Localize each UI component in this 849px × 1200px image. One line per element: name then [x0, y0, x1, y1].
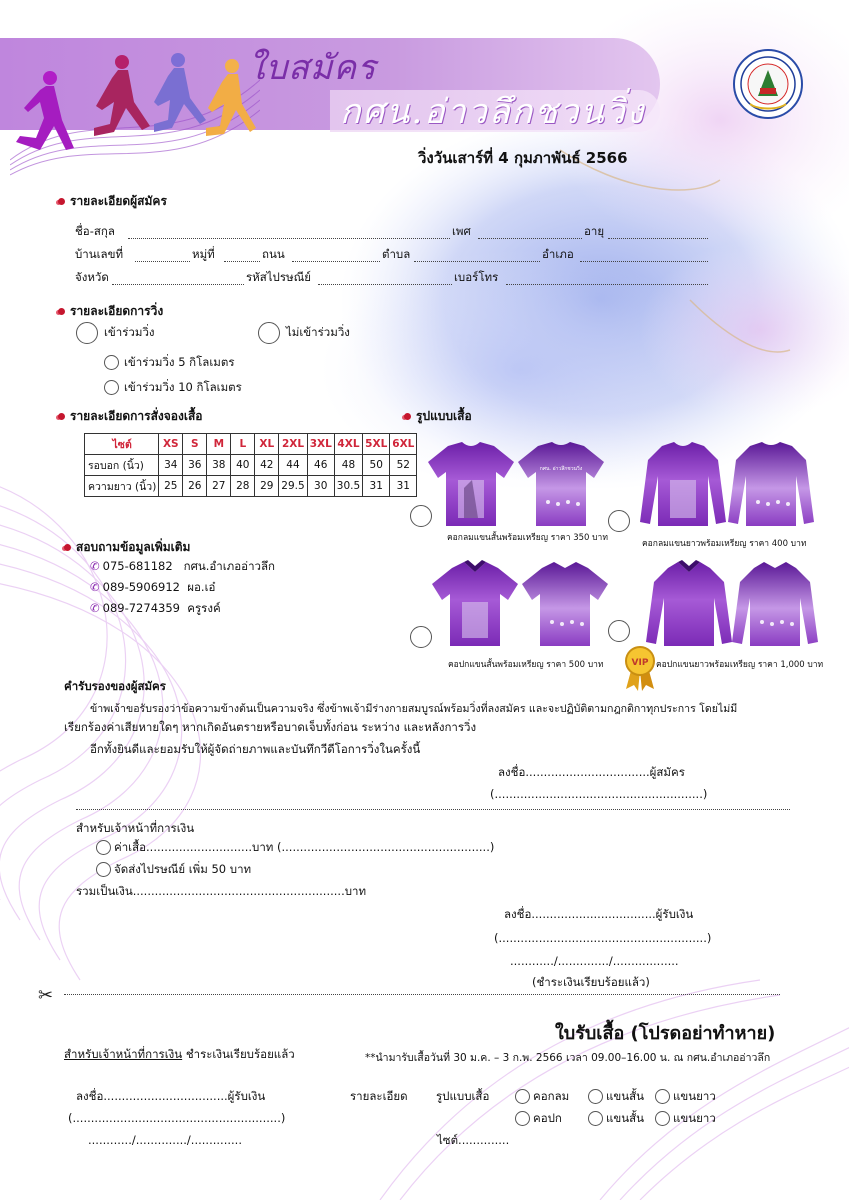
shirt-collar-long-back	[730, 560, 820, 648]
age-field[interactable]	[608, 238, 708, 239]
declaration-line-2: เรียกร้องค่าเสียหายใดๆ หากเกิดอันตรายหรือบาดเจ็บทั้งก่อน ระหว่าง และหลังการวิ่ง	[64, 720, 477, 734]
size-cell: 40	[231, 455, 255, 476]
row-label: ความยาว (นิ้ว)	[85, 476, 159, 497]
receipt-short-sleeve-radio-1[interactable]	[588, 1089, 603, 1104]
office-seal-logo	[732, 48, 804, 120]
applicant-signature[interactable]: ลงชื่อ..................................ผู้สมัคร	[498, 765, 685, 779]
size-header-row	[85, 434, 417, 455]
size-cell: 50	[363, 455, 390, 476]
row-label: รอบอก (นิ้ว)	[85, 455, 159, 476]
bullet-icon	[58, 308, 65, 315]
not-join-run-radio[interactable]	[258, 322, 280, 344]
gender-field[interactable]	[478, 238, 582, 239]
house-no-label: บ้านเลขที่	[75, 247, 124, 261]
run-5km-radio[interactable]	[104, 355, 119, 370]
applicant-signature-name[interactable]: (.........................................................)	[490, 787, 708, 801]
province-field[interactable]	[112, 284, 244, 285]
run-5km-label: เข้าร่วมวิ่ง 5 กิโลเมตร	[124, 355, 235, 369]
shirt-round-short-front	[426, 440, 516, 528]
vip-text: VIP	[631, 658, 649, 668]
size-header-label: ไซต์	[85, 434, 159, 455]
shirt-style-1-label: คอกลมแขนสั้นพร้อมเหรียญ ราคา 350 บาท	[447, 533, 608, 543]
size-cell: 34	[159, 455, 183, 476]
size-heading: รายละเอียดการสั่งจองเสื้อ	[58, 407, 203, 426]
shirt-style-3-radio[interactable]	[410, 626, 432, 648]
amphoe-label: อำเภอ	[542, 247, 574, 261]
finance-heading: สำหรับเจ้าหน้าที่การเงิน	[76, 821, 195, 835]
bullet-icon	[404, 413, 411, 420]
road-field[interactable]	[292, 261, 380, 262]
payment-date[interactable]: ............/............../..................	[510, 954, 679, 968]
receipt-short-sleeve-radio-2[interactable]	[588, 1111, 603, 1126]
receipt-style-label: รูปแบบเสื้อ	[436, 1089, 490, 1103]
moo-label: หมู่ที่	[192, 247, 215, 261]
age-label: อายุ	[584, 224, 605, 238]
shirt-collar-short-front	[430, 560, 520, 648]
receipt-size-field[interactable]: ไซต์..............	[437, 1133, 510, 1147]
contact-item: ✆ 075-681182 กศน.อำเภออ่าวลึก	[90, 559, 276, 573]
table-row	[85, 476, 417, 497]
house-no-field[interactable]	[135, 261, 190, 262]
vip-medal-icon	[622, 645, 658, 691]
receipt-collar-radio[interactable]	[515, 1111, 530, 1126]
phone-field[interactable]	[506, 284, 708, 285]
contact-item: ✆ 089-7274359 ครูรงค์	[90, 601, 221, 615]
shirt-style-2-label: คอกลมแขนยาวพร้อมเหรียญ ราคา 400 บาท	[642, 539, 807, 549]
run-10km-label: เข้าร่วมวิ่ง 10 กิโลเมตร	[124, 380, 242, 394]
shirt-print-text: กศน. อ่าวลึกชวนวิ่ง	[539, 466, 583, 472]
receipt-long-sleeve-label-2: แขนยาว	[673, 1111, 716, 1125]
size-column-header: M	[207, 434, 231, 455]
shirt-style-heading: รูปแบบเสื้อ	[404, 407, 472, 426]
bullet-icon	[64, 544, 71, 551]
phone-label: เบอร์โทร	[454, 270, 499, 284]
size-column-header: 5XL	[363, 434, 390, 455]
run-heading: รายละเอียดการวิ่ง	[58, 302, 163, 321]
runner-3-icon	[154, 53, 206, 132]
name-label: ชื่อ-สกุล	[75, 224, 115, 238]
declaration-line-3: อีกทั้งยินดีและยอมรับให้ผู้จัดถ่ายภาพและบันทึกวีดีโอการวิ่งในครั้งนี้	[90, 742, 421, 756]
postal-radio[interactable]	[96, 862, 111, 877]
runner-1-icon	[16, 71, 74, 150]
shirt-round-short-back	[516, 440, 606, 528]
size-cell: 27	[207, 476, 231, 497]
postcode-label: รหัสไปรษณีย์	[246, 270, 312, 284]
join-run-radio[interactable]	[76, 322, 98, 344]
paid-note: (ชำระเงินเรียบร้อยแล้ว)	[532, 975, 650, 989]
size-column-header: L	[231, 434, 255, 455]
size-cell: 38	[207, 455, 231, 476]
road-label: ถนน	[262, 247, 285, 261]
receipt-collar-label: คอปก	[533, 1111, 562, 1125]
size-cell: 26	[183, 476, 207, 497]
size-cell: 31	[390, 476, 417, 497]
shirt-style-3-label: คอปกแขนสั้นพร้อมเหรียญ ราคา 500 บาท	[448, 660, 604, 670]
size-cell: 30.5	[334, 476, 362, 497]
not-join-run-label: ไม่เข้าร่วมวิ่ง	[286, 325, 350, 339]
size-cell: 42	[255, 455, 279, 476]
cashier-signature-name[interactable]: (.........................................................)	[494, 931, 712, 945]
receipt-round-neck-label: คอกลม	[533, 1089, 570, 1103]
join-run-label: เข้าร่วมวิ่ง	[104, 325, 155, 339]
form-title: ใบสมัคร	[248, 48, 377, 88]
scissors-icon: ✂	[38, 985, 54, 1006]
receipt-signature-name[interactable]: (.........................................................)	[68, 1111, 286, 1125]
runner-2-icon	[94, 55, 150, 136]
amphoe-field[interactable]	[580, 261, 708, 262]
tambon-label: ตำบล	[382, 247, 411, 261]
phone-icon: ✆	[90, 601, 100, 615]
size-column-header: 2XL	[279, 434, 307, 455]
size-column-header: 3XL	[307, 434, 334, 455]
total-line[interactable]: รวมเป็นเงิน..........................................................บาท	[76, 884, 367, 898]
receipt-title: ใบรับเสื้อ (โปรดอย่าทำหาย)	[555, 1023, 776, 1044]
size-cell: 48	[334, 455, 362, 476]
size-cell: 25	[159, 476, 183, 497]
name-field[interactable]	[128, 238, 450, 239]
size-table	[84, 433, 417, 497]
runners-illustration	[10, 40, 260, 190]
cashier-signature[interactable]: ลงชื่อ..................................ผู้รับเงิน	[504, 907, 694, 921]
contact-heading: สอบถามข้อมูลเพิ่มเติม	[64, 538, 190, 557]
pickup-note: **นำมารับเสื้อวันที่ 30 ม.ค. – 3 ก.พ. 2566 เวลา 09.00–16.00 น. ณ กศน.อำเภออ่าวลึก	[365, 1052, 771, 1064]
receipt-signature[interactable]: ลงชื่อ..................................ผู้รับเงิน	[76, 1089, 266, 1103]
shirt-style-2-radio[interactable]	[608, 510, 630, 532]
tambon-field[interactable]	[414, 261, 540, 262]
bullet-icon	[58, 198, 65, 205]
postal-label: จัดส่งไปรษณีย์ เพิ่ม 50 บาท	[114, 862, 252, 876]
phone-icon: ✆	[90, 559, 100, 573]
shirt-style-4-label: คอปกแขนยาวพร้อมเหรียญ ราคา 1,000 บาท	[656, 660, 824, 670]
run-10km-radio[interactable]	[104, 380, 119, 395]
receipt-round-neck-radio[interactable]	[515, 1089, 530, 1104]
declaration-line-1: ข้าพเจ้าขอรับรองว่าข้อความข้างต้นเป็นความจริง ซึ่งข้าพเจ้ามีร่างกายสมบูรณ์พร้อมวิ่งที่ลงสมัคร และจะปฏิบัติตามกฎกติกาทุกประการ โดยไม่มี	[90, 703, 738, 715]
declaration-heading: คำรับรองของผู้สมัคร	[64, 679, 166, 693]
event-date: วิ่งวันเสาร์ที่ 4 กุมภาพันธ์ 2566	[418, 149, 628, 167]
shirt-round-long-front	[638, 440, 728, 528]
size-cell: 44	[279, 455, 307, 476]
size-cell: 28	[231, 476, 255, 497]
gender-label: เพศ	[452, 224, 471, 238]
size-cell: 52	[390, 455, 417, 476]
receipt-long-sleeve-label-1: แขนยาว	[673, 1089, 716, 1103]
shirt-round-long-back	[726, 440, 816, 528]
size-cell: 29	[255, 476, 279, 497]
receipt-short-sleeve-label-2: แขนสั้น	[606, 1111, 645, 1125]
shirt-fee-radio[interactable]	[96, 840, 111, 855]
receipt-long-sleeve-radio-1[interactable]	[655, 1089, 670, 1104]
size-cell: 36	[183, 455, 207, 476]
receipt-long-sleeve-radio-2[interactable]	[655, 1111, 670, 1126]
section-divider	[76, 809, 790, 810]
size-cell: 31	[363, 476, 390, 497]
shirt-style-4-radio[interactable]	[608, 620, 630, 642]
moo-field[interactable]	[224, 261, 260, 262]
size-cell: 30	[307, 476, 334, 497]
size-cell: 29.5	[279, 476, 307, 497]
size-column-header: 4XL	[334, 434, 362, 455]
shirt-fee-line[interactable]: ค่าเสื้อ.............................บาท (.........................................................)	[114, 840, 495, 854]
shirt-style-1-radio[interactable]	[410, 505, 432, 527]
table-row	[85, 455, 417, 476]
postcode-field[interactable]	[318, 284, 452, 285]
applicant-heading: รายละเอียดผู้สมัคร	[58, 192, 167, 211]
form-subtitle: กศน.อ่าวลึกชวนวิ่ง	[340, 92, 646, 132]
size-column-header: 6XL	[390, 434, 417, 455]
receipt-staff-line: สำหรับเจ้าหน้าที่การเงิน ชำระเงินเรียบร้อยแล้ว	[64, 1047, 295, 1061]
size-column-header: XS	[159, 434, 183, 455]
size-cell: 46	[307, 455, 334, 476]
shirt-collar-long-front	[644, 560, 734, 648]
receipt-detail-label: รายละเอียด	[350, 1089, 408, 1103]
size-column-header: S	[183, 434, 207, 455]
shirt-collar-short-back	[520, 560, 610, 648]
receipt-date[interactable]: ............/............../..............	[88, 1133, 242, 1147]
bullet-icon	[58, 413, 65, 420]
receipt-short-sleeve-label-1: แขนสั้น	[606, 1089, 645, 1103]
contact-item: ✆ 089-5906912 ผอ.เอ๋	[90, 580, 216, 594]
cut-line	[64, 994, 780, 995]
province-label: จังหวัด	[75, 270, 109, 284]
size-column-header: XL	[255, 434, 279, 455]
phone-icon: ✆	[90, 580, 100, 594]
